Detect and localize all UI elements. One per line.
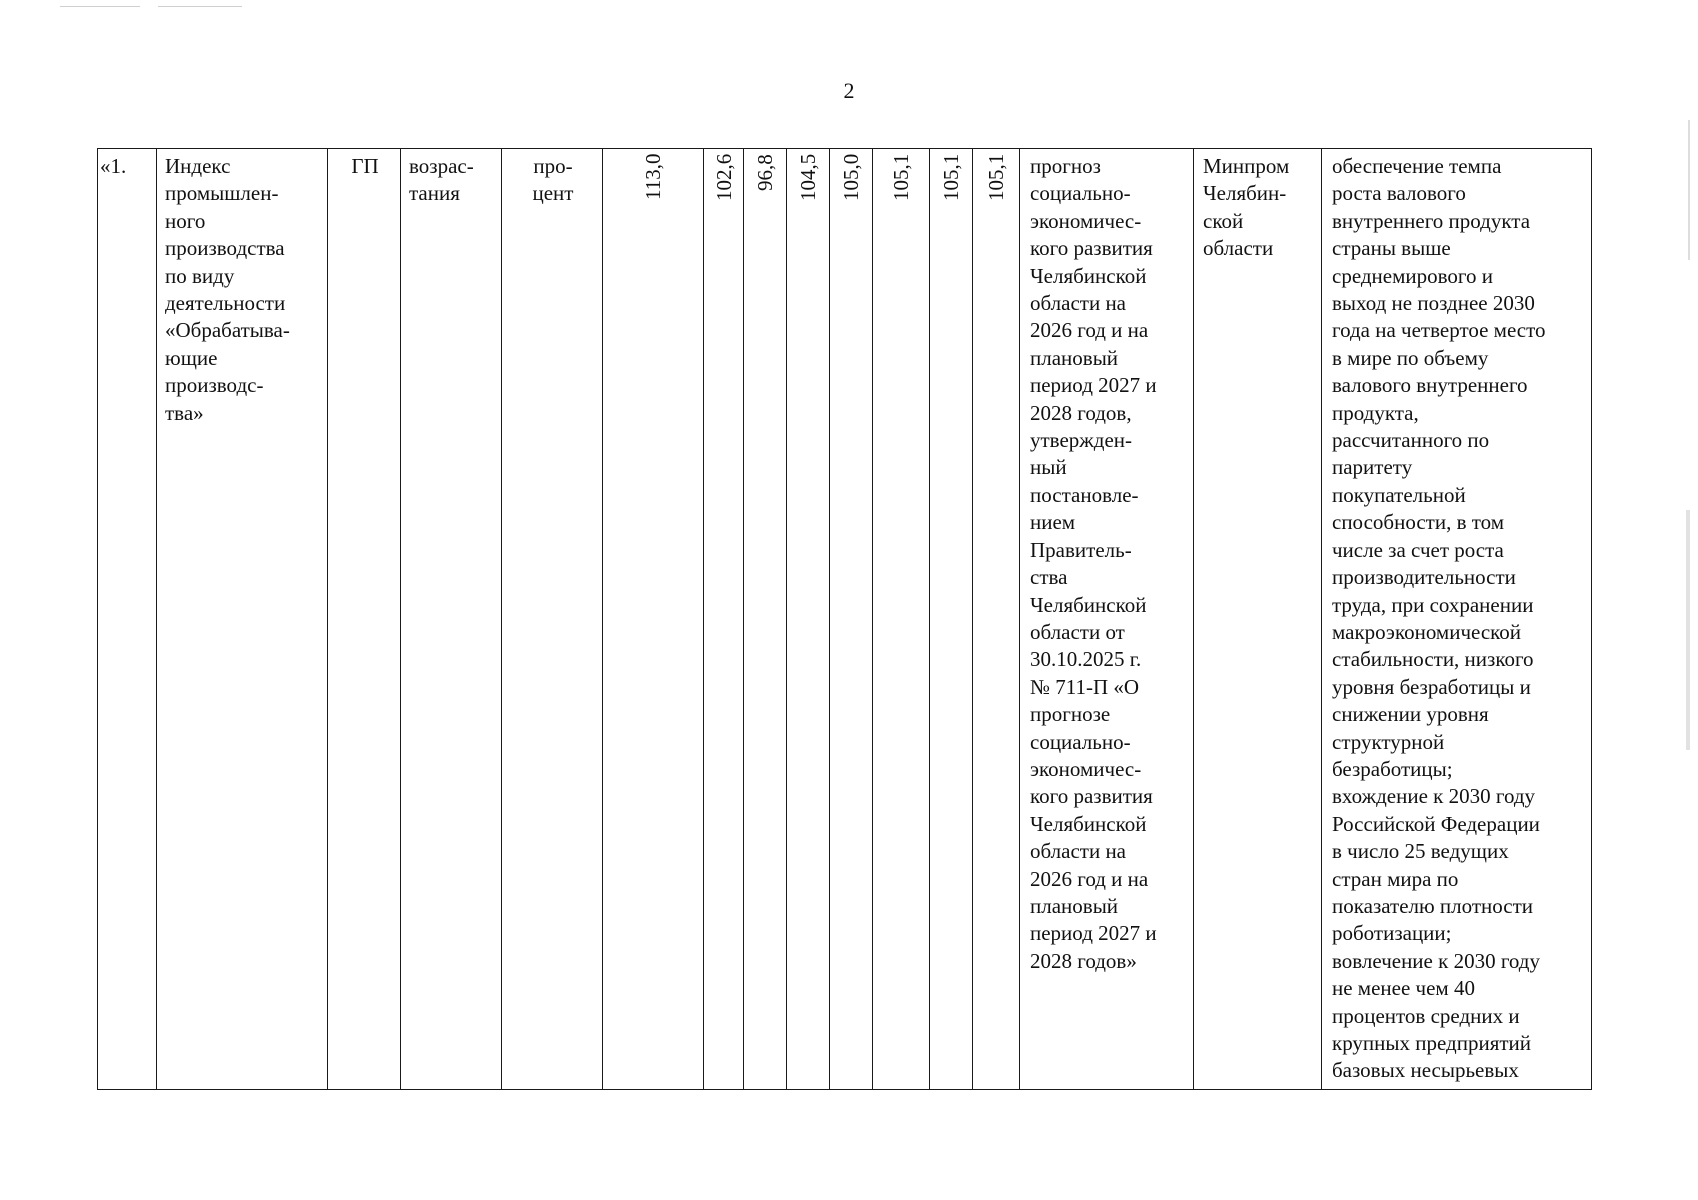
value-cell <box>873 149 930 1090</box>
value-cell <box>603 149 704 1090</box>
indicator-direction: возрас- тания <box>409 154 474 206</box>
value-1: 102,6 <box>711 154 736 202</box>
source-cell <box>1020 149 1194 1090</box>
value-6: 105,1 <box>939 154 963 202</box>
value-5: 105,1 <box>889 154 913 202</box>
scan-artifact <box>1688 120 1690 260</box>
indicator-name: Индекс промышлен- ного производства по виду деятельности «Обрабатыва- ющие производс- тва» <box>165 154 290 425</box>
row-number-cell <box>98 149 157 1090</box>
value-cell <box>744 149 787 1090</box>
national-goal: обеспечение темпа роста валового внутреннего продукта страны выше среднемирового и выход не позднее 2030 года на четвертое место в мире по объему валового внутреннего продукта, рассчитанного по паритету покупательной способности, в том числе за счет роста производительности труда, при сохранении макроэкономической стабильности, низкого уровня безработицы и снижении уровня структурной безработицы; вхождение к 2030 году Российской Федерации в число 25 ведущих стран мира по показателю плотности роботизации; вовлечение к 2030 году не менее чем 40 процентов средних и крупных предприятий базовых несырьевых <box>1332 154 1546 1083</box>
unit-cell <box>502 149 603 1090</box>
value-cell <box>830 149 873 1090</box>
value-3: 104,5 <box>796 154 820 202</box>
value-4: 105,0 <box>839 154 863 202</box>
row-number: «1. <box>100 154 127 178</box>
responsible-cell <box>1194 149 1322 1090</box>
level-cell <box>328 149 401 1090</box>
indicator-level: ГП <box>351 154 379 178</box>
indicator-unit: про- цент <box>532 154 574 206</box>
indicator-name-cell <box>157 149 328 1090</box>
scan-artifact <box>158 6 242 7</box>
direction-cell <box>401 149 502 1090</box>
indicator-source: прогноз социально- экономичес- кого развития Челябинской области на 2026 год и на плановый период 2027 и 2028 годов, утвержден- ный постановле- нием Правитель- ства Челябинской области от 30.10.2025 г. № 711-П «О прогнозе социально- экономичес- кого развития Челябинской области на 2026 год и на плановый период 2027 и 2028 годов» <box>1030 154 1157 973</box>
value-cell <box>930 149 973 1090</box>
value-cell <box>787 149 830 1090</box>
indicator-table <box>97 148 1592 1090</box>
responsible-body: Минпром Челябин- ской области <box>1203 154 1290 261</box>
value-7: 105,1 <box>984 154 1008 202</box>
value-cell <box>704 149 744 1090</box>
value-cell <box>973 149 1020 1090</box>
scan-artifact <box>1686 510 1690 750</box>
scan-artifact <box>60 6 140 7</box>
value-base: 113,0 <box>641 154 665 201</box>
value-2: 96,8 <box>753 154 777 191</box>
page-number: 2 <box>843 78 855 103</box>
goal-cell <box>1322 149 1592 1090</box>
table-row <box>98 149 1592 1090</box>
